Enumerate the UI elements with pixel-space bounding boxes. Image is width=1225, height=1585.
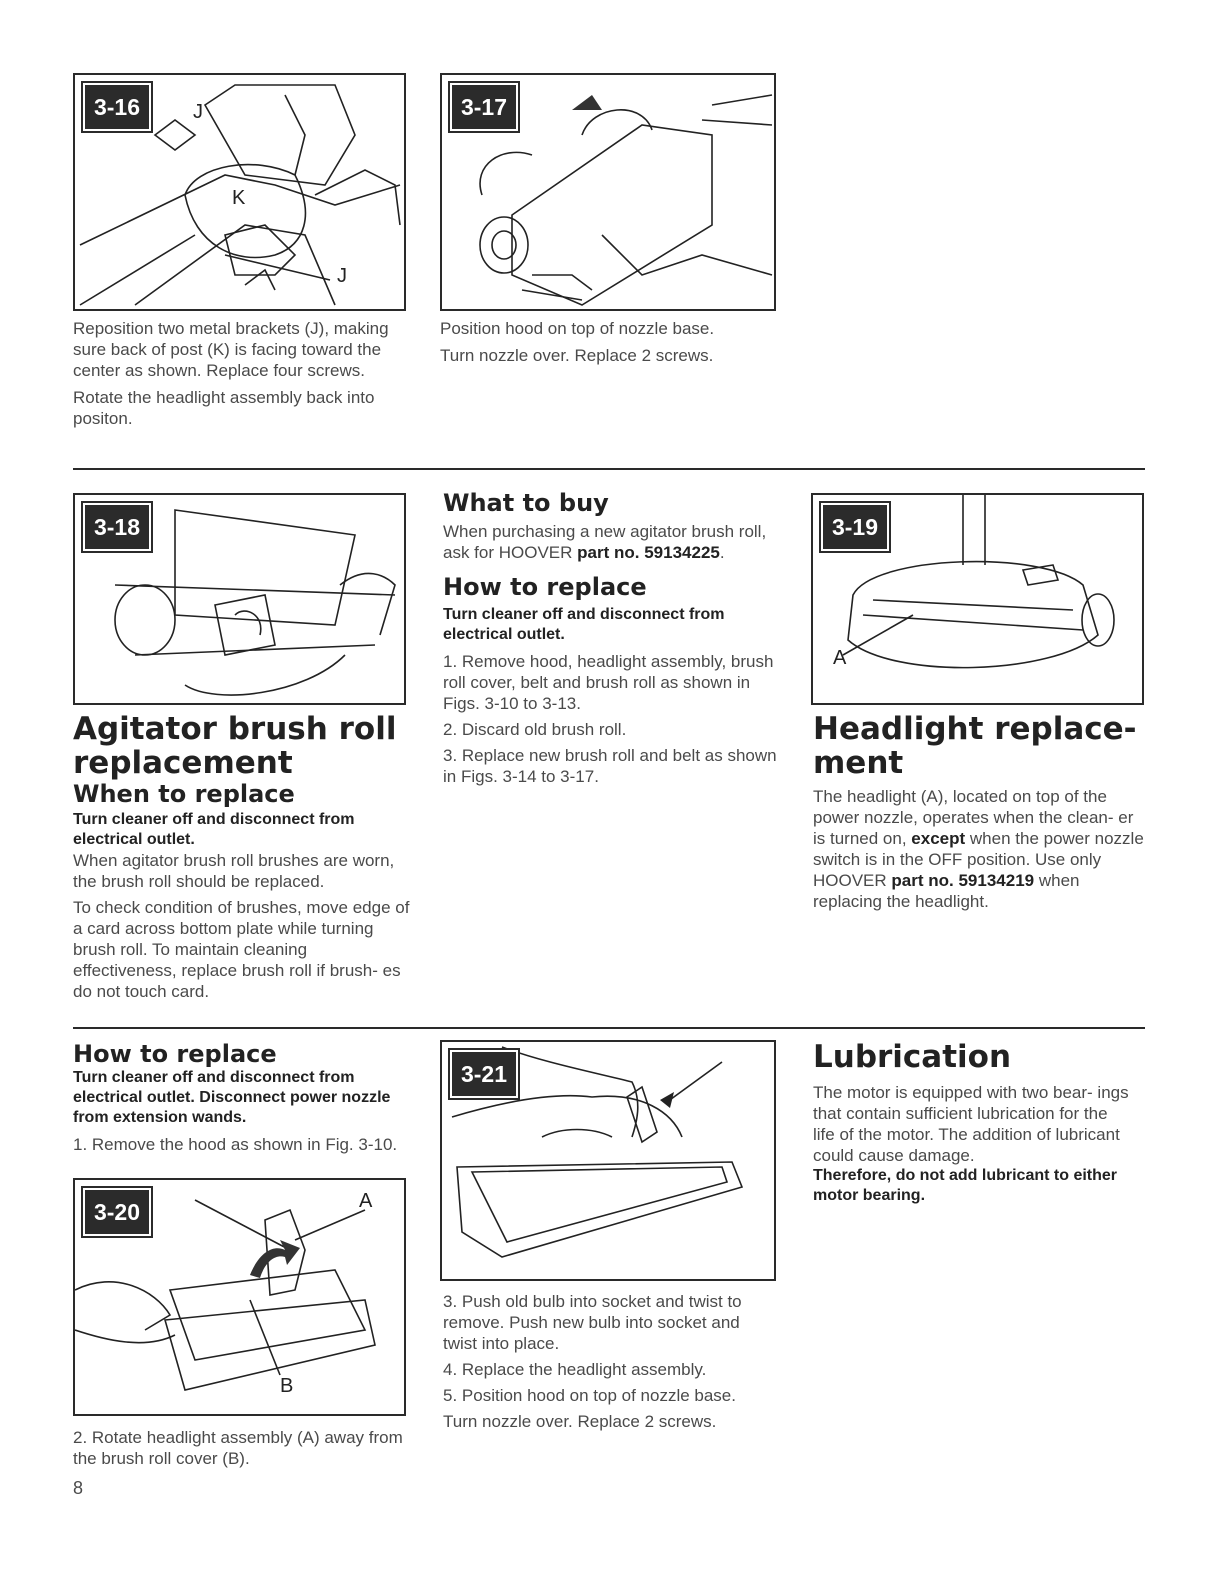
agitator-p1: When agitator brush roll brushes are worn, the brush roll should be replaced. [73,851,395,891]
figure-3-16 [73,73,406,311]
how-to-replace-agitator-steps [443,651,783,787]
agitator-warning: Turn cleaner off and disconnect from electrical outlet. [73,811,355,848]
caption-3-16-line1: Reposition two metal brackets (J), making sure back of post (K) is facing toward the center as shown. Replace four screws. [73,319,389,380]
headlight-text-2: when the power nozzle switch is in the OFF position. Use only HOOVER [813,829,1144,890]
agitator-title-line1: Agitator brush roll [73,711,397,747]
how-to-replace-agitator-heading: How to replace [443,573,647,601]
figure-3-21 [440,1040,776,1281]
figure-3-17 [440,73,776,311]
lubrication-text: The motor is equipped with two bear- ings that contain sufficient lubrication for the life of the motor. The addition of lubricant could cause damage. [813,1083,1129,1165]
label-k: K [232,187,246,209]
figure-number-badge: 3-20 [83,1188,151,1236]
how-to-replace-agitator-warning: Turn cleaner off and disconnect from electrical outlet. [443,606,725,643]
caption-3-17-line1: Position hood on top of nozzle base. [440,319,715,338]
figure-number-badge: 3-19 [821,503,889,551]
agitator-title-line2: replacement [73,745,293,781]
label-b: B [280,1375,294,1397]
figure-3-20 [73,1178,406,1416]
headlight-title-line2: ment [813,745,904,781]
label-j-bottom: J [337,265,347,287]
when-to-replace-heading: When to replace [73,780,295,808]
lubrication-heading: Lubrication [813,1039,1012,1075]
caption-3-17-line2: Turn nozzle over. Replace 2 screws. [440,346,714,365]
agitator-part-number: part no. 59134225 [577,543,720,562]
label-j-top: J [193,101,203,123]
how-to-replace-headlight-warning: Turn cleaner off and disconnect from electrical outlet. Disconnect power nozzle from extension wands. [73,1069,391,1126]
figure-3-18 [73,493,406,705]
headlight-text-1: The headlight (A), located on top of the power nozzle, operates when the clean- er is turned on, [813,787,1134,848]
headlight-body [813,786,1148,912]
what-to-buy-section [443,489,783,792]
caption-3-17 [440,318,775,372]
figure-number-badge: 3-21 [450,1050,518,1098]
headlight-step-5b: Turn nozzle over. Replace 2 screws. [443,1412,717,1431]
how-to-replace-headlight-section [73,1040,408,1155]
section-divider-top [73,468,1145,470]
caption-3-16-line2: Rotate the headlight assembly back into positon. [73,388,375,428]
headlight-text-3: when replacing the headlight. [813,871,1080,911]
headlight-title-line1: Headlight replace- [813,711,1137,747]
figure-number-badge: 3-18 [83,503,151,551]
headlight-except: except [911,829,966,848]
label-a: A [833,647,847,669]
lubrication-warning: Therefore, do not add lubricant to either motor bearing. [813,1167,1118,1204]
agitator-step-2: 2. Discard old brush roll. [443,720,627,739]
agitator-step-1: 1. Remove hood, headlight assembly, brush roll cover, belt and brush roll as shown in Figs. 3-10 to 3-13. [443,652,774,713]
headlight-step-1: 1. Remove the hood as shown in Fig. 3-10. [73,1135,398,1154]
agitator-step-3: 3. Replace new brush roll and belt as shown in Figs. 3-14 to 3-17. [443,746,777,786]
what-to-buy-heading: What to buy [443,489,609,517]
how-to-replace-headlight-heading: How to replace [73,1040,277,1068]
agitator-body [73,850,413,1002]
page-number: 8 [73,1478,84,1498]
headlight-part-number: part no. 59134219 [891,871,1035,890]
what-to-buy-end: . [719,543,725,562]
caption-3-16 [73,318,408,435]
steps-3-21 [443,1291,778,1437]
what-to-buy-text [443,521,783,563]
agitator-section [73,712,413,1007]
headlight-step-4: 4. Replace the headlight assembly. [443,1360,707,1379]
agitator-p2: To check condition of brushes, move edge of a card across bottom plate while turning brush roll. To maintain cleaning effectiveness, replace brush roll if brush- es do not touch card. [73,898,410,1001]
headlight-step-2: 2. Rotate headlight assembly (A) away from the brush roll cover (B). [73,1428,403,1468]
lubrication-section [813,1040,1133,1206]
section-divider-bottom [73,1027,1145,1029]
headlight-step-3: 3. Push old bulb into socket and twist to remove. Push new bulb into socket and twist into place. [443,1292,742,1353]
figure-number-badge: 3-16 [83,83,151,131]
headlight-section [813,712,1148,912]
what-to-buy-sentence: When purchasing a new agitator brush roll, ask for HOOVER [443,522,767,562]
figure-number-badge: 3-17 [450,83,518,131]
label-a: A [359,1190,373,1212]
headlight-step-5: 5. Position hood on top of nozzle base. [443,1386,736,1405]
figure-3-19 [811,493,1144,705]
